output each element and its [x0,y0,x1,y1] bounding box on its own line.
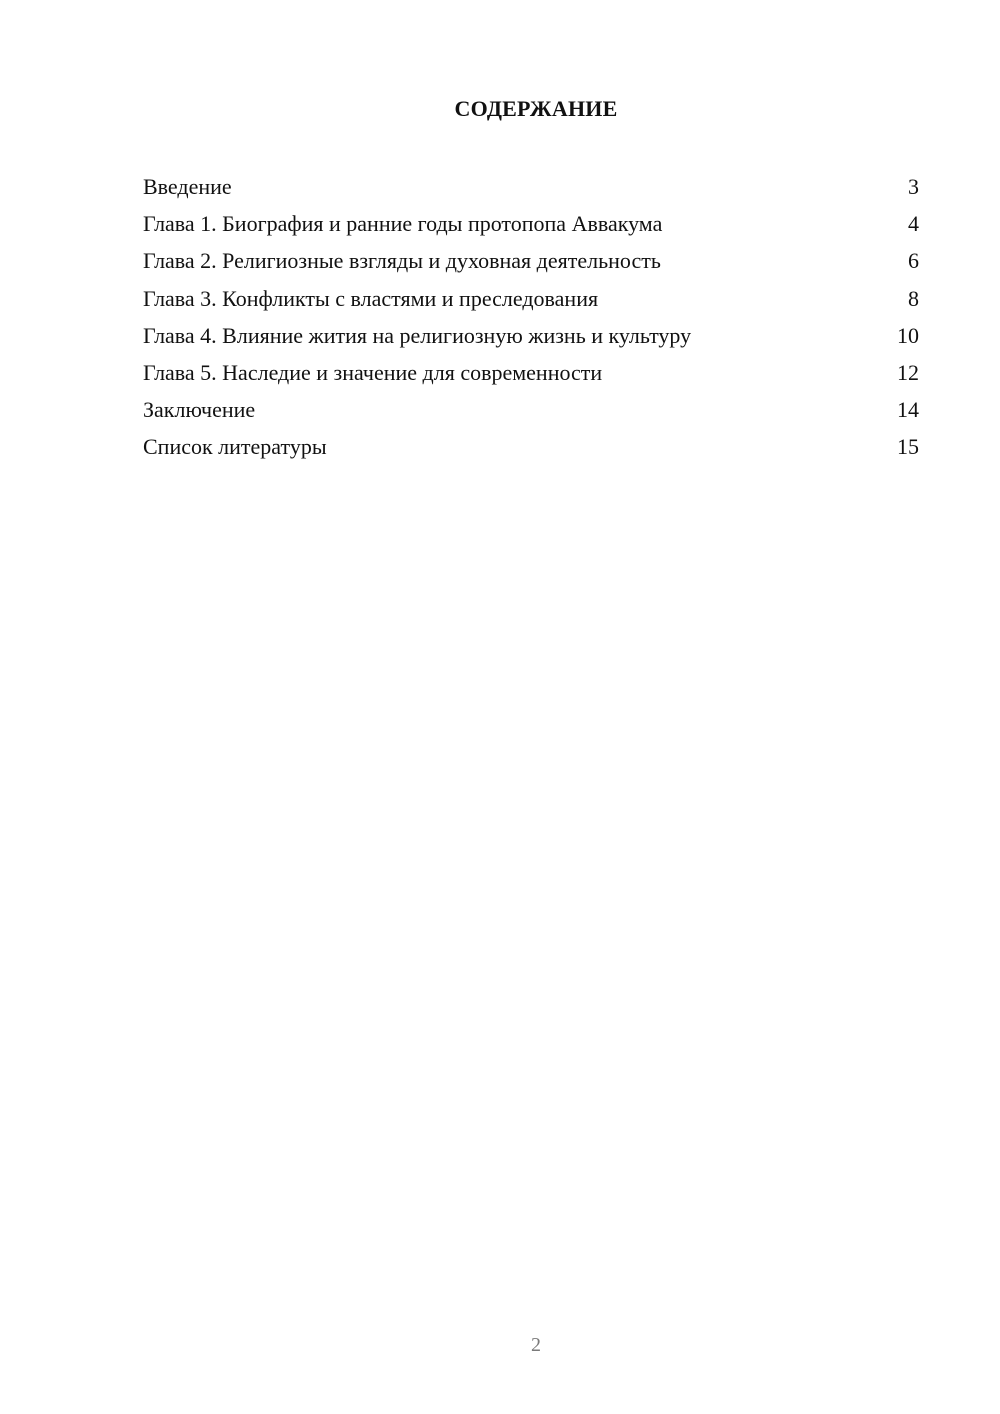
toc-entry-bibliography [143,428,919,465]
toc-entry-page: 15 [897,434,919,460]
toc-entry-label: Глава 2. Религиозные взгляды и духовная деятельность [143,248,661,274]
toc-title: СОДЕРЖАНИЕ [454,96,618,121]
toc-entry-label: Заключение [143,397,256,423]
toc-entry-label: Глава 4. Влияние жития на религиозную жизнь и культуру [143,322,692,348]
toc-entry-label: Список литературы [143,434,327,460]
toc-entry-label: Глава 1. Биография и ранние годы протопопа Аввакума [143,211,663,237]
toc-entry-label: Глава 5. Наследие и значение для современности [143,359,603,385]
toc-entry-page: 10 [897,322,919,348]
toc-entry-chapter-1 [143,205,919,242]
toc-entry-page: 3 [908,174,919,199]
toc-entry-label: Глава 3. Конфликты с властями и преследования [143,285,599,311]
toc-entry-chapter-4 [143,317,919,354]
toc-entry-page: 6 [908,248,919,274]
toc-entry-label: Введение [143,174,232,199]
table-of-contents [143,168,919,466]
toc-entry-page: 14 [897,397,919,423]
toc-entry-page: 4 [908,211,919,237]
toc-entry-chapter-5 [143,354,919,391]
toc-entry-chapter-3 [143,280,919,317]
toc-entry-conclusion [143,391,919,428]
toc-entry-page: 8 [908,285,919,311]
toc-entry-page: 12 [897,359,919,385]
toc-entry-chapter-2 [143,242,919,279]
page-number: 2 [531,1334,541,1356]
toc-entry-introduction [143,168,919,205]
